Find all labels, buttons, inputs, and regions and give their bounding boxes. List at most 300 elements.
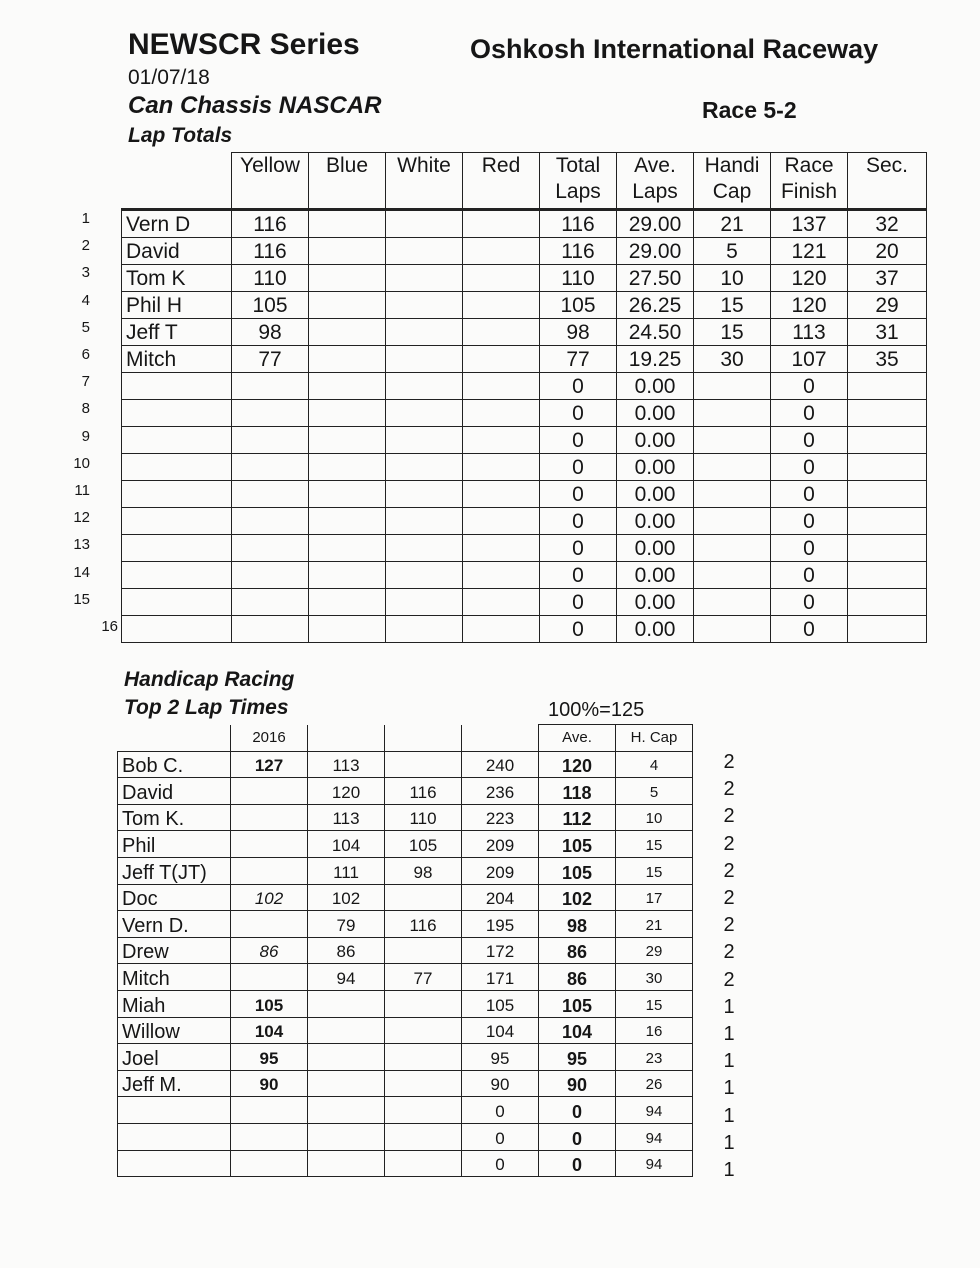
handicap-racing-heading: Handicap Racing xyxy=(124,668,295,691)
handicap-table xyxy=(117,724,693,1177)
cell-finish: 137 xyxy=(771,210,848,238)
cell-handicap xyxy=(694,427,771,454)
cell-ave: 0.00 xyxy=(617,589,694,616)
table-row xyxy=(122,265,927,292)
cell-blue xyxy=(309,373,386,400)
cell-white xyxy=(386,373,463,400)
cell-sec xyxy=(848,562,927,589)
row-number: 12 xyxy=(73,509,90,527)
cell-name: Willow xyxy=(118,1017,231,1044)
cell-sec xyxy=(848,508,927,535)
cell-ave: 0.00 xyxy=(617,400,694,427)
table-row xyxy=(122,210,927,238)
cell-name: Tom K xyxy=(122,265,232,292)
cell-sum: 0 xyxy=(462,1097,539,1124)
cell-name: Drew xyxy=(118,937,231,964)
cell-lap1: 86 xyxy=(308,937,385,964)
cell-blue xyxy=(309,481,386,508)
cell-lap1 xyxy=(308,1017,385,1044)
cell-yellow: 98 xyxy=(232,319,309,346)
cell-finish: 0 xyxy=(771,616,848,643)
cell-white xyxy=(386,589,463,616)
cell-ave: 104 xyxy=(539,1017,616,1044)
cell-finish: 0 xyxy=(771,481,848,508)
col-race-sub: Finish xyxy=(780,180,838,203)
cell-lap1: 102 xyxy=(308,884,385,911)
col-total-sub: Laps xyxy=(555,180,601,203)
cell-ave: 118 xyxy=(539,778,616,805)
cell-finish: 0 xyxy=(771,508,848,535)
cell-name: Mitch xyxy=(122,346,232,373)
cell-sec xyxy=(848,535,927,562)
lap-count: 1 xyxy=(723,995,735,1018)
cell-name: Bob C. xyxy=(118,751,231,778)
lap-totals-table xyxy=(121,152,927,643)
cell-hcap: 94 xyxy=(616,1123,693,1150)
cell-name: Jeff T xyxy=(122,319,232,346)
col-sec-header: Sec. xyxy=(848,153,927,210)
cell-lap2: 77 xyxy=(385,964,462,991)
cell-name xyxy=(122,481,232,508)
cell-name xyxy=(122,535,232,562)
cell-sum: 171 xyxy=(462,964,539,991)
cell-red xyxy=(463,319,540,346)
cell-y2016: 95 xyxy=(231,1044,308,1071)
cell-handicap: 15 xyxy=(694,319,771,346)
cell-sec xyxy=(848,454,927,481)
cell-name xyxy=(122,589,232,616)
cell-ave: 86 xyxy=(539,964,616,991)
cell-finish: 0 xyxy=(771,427,848,454)
cell-white xyxy=(386,427,463,454)
race-number: Race 5-2 xyxy=(702,97,797,123)
hcap-header: H. Cap xyxy=(616,725,693,752)
cell-total: 0 xyxy=(540,427,617,454)
cell-white xyxy=(386,319,463,346)
cell-total: 0 xyxy=(540,400,617,427)
cell-ave: 86 xyxy=(539,937,616,964)
cell-finish: 113 xyxy=(771,319,848,346)
table-row xyxy=(118,1097,693,1124)
cell-ave: 98 xyxy=(539,911,616,938)
cell-lap2 xyxy=(385,1017,462,1044)
cell-hcap: 26 xyxy=(616,1070,693,1097)
table-row xyxy=(118,804,693,831)
percent-note: 100%=125 xyxy=(548,699,645,721)
cell-handicap xyxy=(694,589,771,616)
cell-total: 0 xyxy=(540,562,617,589)
cell-white xyxy=(386,265,463,292)
cell-red xyxy=(463,210,540,238)
cell-lap2 xyxy=(385,990,462,1017)
cell-ave: 112 xyxy=(539,804,616,831)
cell-name: Phil xyxy=(118,831,231,858)
header-blank-cell xyxy=(462,725,539,752)
cell-y2016 xyxy=(231,804,308,831)
lap-count: 2 xyxy=(723,968,735,991)
cell-ave: 19.25 xyxy=(617,346,694,373)
year-2016-header: 2016 xyxy=(231,725,308,752)
cell-hcap: 15 xyxy=(616,857,693,884)
cell-sec: 32 xyxy=(848,210,927,238)
cell-ave: 0.00 xyxy=(617,373,694,400)
cell-hcap: 16 xyxy=(616,1017,693,1044)
cell-hcap: 23 xyxy=(616,1044,693,1071)
col-ave-laps-header xyxy=(617,153,694,210)
cell-red xyxy=(463,562,540,589)
row-number: 7 xyxy=(81,373,90,391)
table-row xyxy=(118,990,693,1017)
col-race-finish-header xyxy=(771,153,848,210)
cell-sum: 209 xyxy=(462,857,539,884)
cell-y2016 xyxy=(231,831,308,858)
cell-ave: 105 xyxy=(539,831,616,858)
lap-count: 2 xyxy=(723,778,735,801)
cell-handicap: 10 xyxy=(694,265,771,292)
cell-ave: 0 xyxy=(539,1123,616,1150)
col-red-header: Red xyxy=(463,153,540,210)
cell-white xyxy=(386,400,463,427)
cell-y2016 xyxy=(231,964,308,991)
cell-name: Vern D. xyxy=(118,911,231,938)
cell-sum: 223 xyxy=(462,804,539,831)
cell-red xyxy=(463,400,540,427)
table-row xyxy=(122,319,927,346)
cell-name xyxy=(118,1123,231,1150)
cell-y2016 xyxy=(231,1097,308,1124)
cell-lap1: 94 xyxy=(308,964,385,991)
cell-name: Jeff M. xyxy=(118,1070,231,1097)
cell-yellow: 116 xyxy=(232,238,309,265)
cell-sec xyxy=(848,373,927,400)
cell-handicap xyxy=(694,481,771,508)
raceway-title: Oshkosh International Raceway xyxy=(470,34,879,64)
cell-lap2 xyxy=(385,1123,462,1150)
cell-handicap xyxy=(694,508,771,535)
cell-hcap: 15 xyxy=(616,831,693,858)
cell-lap2 xyxy=(385,1097,462,1124)
lap-count: 1 xyxy=(723,1131,735,1154)
cell-name: Phil H xyxy=(122,292,232,319)
cell-ave: 0.00 xyxy=(617,616,694,643)
row-number: 9 xyxy=(81,427,90,445)
cell-y2016: 127 xyxy=(231,751,308,778)
cell-sum: 95 xyxy=(462,1044,539,1071)
cell-total: 116 xyxy=(540,238,617,265)
cell-handicap: 5 xyxy=(694,238,771,265)
cell-ave: 0.00 xyxy=(617,562,694,589)
row-number: 2 xyxy=(81,237,90,255)
cell-name: Jeff T(JT) xyxy=(118,857,231,884)
cell-handicap: 21 xyxy=(694,210,771,238)
cell-red xyxy=(463,292,540,319)
cell-handicap: 15 xyxy=(694,292,771,319)
cell-sum: 0 xyxy=(462,1123,539,1150)
cell-name xyxy=(122,427,232,454)
cell-y2016 xyxy=(231,778,308,805)
cell-blue xyxy=(309,346,386,373)
cell-finish: 0 xyxy=(771,589,848,616)
header-blank-cell xyxy=(308,725,385,752)
cell-sec xyxy=(848,427,927,454)
cell-y2016: 90 xyxy=(231,1070,308,1097)
cell-lap1 xyxy=(308,1044,385,1071)
lap-count: 2 xyxy=(723,832,735,855)
cell-ave: 0.00 xyxy=(617,535,694,562)
lap-totals-heading: Lap Totals xyxy=(128,124,233,147)
cell-y2016: 105 xyxy=(231,990,308,1017)
header-blank-cell xyxy=(118,725,231,752)
table-row xyxy=(122,238,927,265)
cell-name: Tom K. xyxy=(118,804,231,831)
cell-ave: 105 xyxy=(539,990,616,1017)
lap-count: 2 xyxy=(723,914,735,937)
cell-ave: 105 xyxy=(539,857,616,884)
cell-red xyxy=(463,508,540,535)
col-ave-label: Ave. xyxy=(634,154,676,177)
class-name: Can Chassis NASCAR xyxy=(128,92,382,119)
table-row xyxy=(118,1044,693,1071)
lap-count: 2 xyxy=(723,941,735,964)
row-number: 6 xyxy=(81,346,90,363)
cell-y2016: 104 xyxy=(231,1017,308,1044)
cell-white xyxy=(386,616,463,643)
cell-sec: 31 xyxy=(848,319,927,346)
cell-lap1: 120 xyxy=(308,778,385,805)
cell-name: David xyxy=(122,238,232,265)
cell-ave: 0.00 xyxy=(617,454,694,481)
cell-lap2 xyxy=(385,884,462,911)
cell-blue xyxy=(309,454,386,481)
col-handicap-header xyxy=(694,153,771,210)
cell-name xyxy=(118,1097,231,1124)
cell-yellow xyxy=(232,535,309,562)
cell-lap2: 110 xyxy=(385,804,462,831)
cell-name: Joel xyxy=(118,1044,231,1071)
cell-hcap: 94 xyxy=(616,1150,693,1177)
cell-total: 77 xyxy=(540,346,617,373)
cell-hcap: 21 xyxy=(616,911,693,938)
cell-sum: 195 xyxy=(462,911,539,938)
row-number: 10 xyxy=(73,454,90,472)
cell-ave: 24.50 xyxy=(617,319,694,346)
cell-ave: 95 xyxy=(539,1044,616,1071)
cell-hcap: 94 xyxy=(616,1097,693,1124)
cell-finish: 120 xyxy=(771,292,848,319)
cell-sec: 29 xyxy=(848,292,927,319)
cell-blue xyxy=(309,508,386,535)
cell-total: 0 xyxy=(540,481,617,508)
cell-name: Doc xyxy=(118,884,231,911)
cell-yellow: 105 xyxy=(232,292,309,319)
cell-red xyxy=(463,427,540,454)
cell-yellow xyxy=(232,400,309,427)
cell-ave: 29.00 xyxy=(617,210,694,238)
cell-lap1: 111 xyxy=(308,857,385,884)
cell-total: 0 xyxy=(540,589,617,616)
series-title: NEWSCR Series xyxy=(128,28,360,61)
cell-white xyxy=(386,238,463,265)
cell-blue xyxy=(309,616,386,643)
row-number: 5 xyxy=(81,318,90,336)
col-white-header: White xyxy=(386,153,463,210)
cell-ave: 0 xyxy=(539,1150,616,1177)
lap-totals-header-row xyxy=(122,153,927,210)
cell-yellow: 77 xyxy=(232,346,309,373)
cell-hcap: 10 xyxy=(616,804,693,831)
cell-ave: 0.00 xyxy=(617,508,694,535)
table-row xyxy=(122,454,927,481)
cell-hcap: 5 xyxy=(616,778,693,805)
cell-lap2 xyxy=(385,937,462,964)
handicap-header-row xyxy=(118,725,693,752)
cell-sum: 90 xyxy=(462,1070,539,1097)
col-total-laps-header xyxy=(540,153,617,210)
cell-ave: 90 xyxy=(539,1070,616,1097)
cell-red xyxy=(463,346,540,373)
cell-sum: 204 xyxy=(462,884,539,911)
cell-blue xyxy=(309,427,386,454)
cell-finish: 0 xyxy=(771,562,848,589)
cell-ave: 0 xyxy=(539,1097,616,1124)
cell-sum: 172 xyxy=(462,937,539,964)
table-row xyxy=(122,481,927,508)
col-handi-label: Handi xyxy=(704,154,760,177)
lap-count: 2 xyxy=(723,887,735,909)
cell-lap2 xyxy=(385,1070,462,1097)
cell-handicap xyxy=(694,400,771,427)
row-number: 16 xyxy=(101,618,118,635)
cell-hcap: 4 xyxy=(616,751,693,778)
cell-lap2: 116 xyxy=(385,911,462,938)
cell-sum: 236 xyxy=(462,778,539,805)
cell-white xyxy=(386,508,463,535)
cell-yellow xyxy=(232,481,309,508)
lap-count: 1 xyxy=(723,1023,735,1045)
cell-white xyxy=(386,210,463,238)
cell-name: Miah xyxy=(118,990,231,1017)
header-blank-cell xyxy=(122,153,232,210)
cell-lap2: 116 xyxy=(385,778,462,805)
cell-name xyxy=(122,373,232,400)
cell-red xyxy=(463,481,540,508)
cell-lap2: 105 xyxy=(385,831,462,858)
cell-y2016 xyxy=(231,911,308,938)
table-row xyxy=(122,373,927,400)
cell-y2016 xyxy=(231,1123,308,1150)
cell-hcap: 29 xyxy=(616,937,693,964)
cell-total: 0 xyxy=(540,508,617,535)
table-row xyxy=(122,508,927,535)
cell-ave: 102 xyxy=(539,884,616,911)
cell-red xyxy=(463,589,540,616)
cell-white xyxy=(386,562,463,589)
cell-blue xyxy=(309,400,386,427)
cell-handicap xyxy=(694,616,771,643)
cell-yellow xyxy=(232,454,309,481)
cell-handicap xyxy=(694,454,771,481)
lap-count: 1 xyxy=(723,1104,735,1127)
cell-yellow xyxy=(232,589,309,616)
row-number: 1 xyxy=(81,210,90,227)
table-row xyxy=(122,346,927,373)
cell-ave: 0.00 xyxy=(617,481,694,508)
cell-handicap xyxy=(694,373,771,400)
table-row xyxy=(118,857,693,884)
cell-red xyxy=(463,454,540,481)
cell-finish: 0 xyxy=(771,535,848,562)
cell-handicap xyxy=(694,535,771,562)
col-handi-sub: Cap xyxy=(712,180,752,203)
cell-total: 0 xyxy=(540,616,617,643)
table-row xyxy=(118,778,693,805)
cell-hcap: 17 xyxy=(616,884,693,911)
cell-name xyxy=(118,1150,231,1177)
header-blank-cell xyxy=(385,725,462,752)
cell-yellow xyxy=(232,427,309,454)
cell-lap2 xyxy=(385,1044,462,1071)
cell-lap2 xyxy=(385,751,462,778)
cell-white xyxy=(386,454,463,481)
cell-sec xyxy=(848,400,927,427)
cell-sec: 20 xyxy=(848,238,927,265)
cell-hcap: 30 xyxy=(616,964,693,991)
cell-lap1: 104 xyxy=(308,831,385,858)
cell-total: 116 xyxy=(540,210,617,238)
cell-total: 0 xyxy=(540,373,617,400)
cell-red xyxy=(463,373,540,400)
cell-lap1: 79 xyxy=(308,911,385,938)
cell-total: 98 xyxy=(540,319,617,346)
col-total-label: Total xyxy=(555,154,601,177)
cell-sum: 105 xyxy=(462,990,539,1017)
col-blue-header: Blue xyxy=(309,153,386,210)
cell-lap1 xyxy=(308,1150,385,1177)
cell-sec: 37 xyxy=(848,265,927,292)
cell-lap1 xyxy=(308,990,385,1017)
cell-sum: 104 xyxy=(462,1017,539,1044)
cell-sum: 209 xyxy=(462,831,539,858)
cell-hcap: 15 xyxy=(616,990,693,1017)
cell-blue xyxy=(309,535,386,562)
lap-count: 2 xyxy=(723,805,735,828)
cell-name: David xyxy=(118,778,231,805)
cell-lap1 xyxy=(308,1123,385,1150)
cell-red xyxy=(463,535,540,562)
cell-lap1: 113 xyxy=(308,804,385,831)
table-row xyxy=(118,1017,693,1044)
cell-name xyxy=(122,454,232,481)
cell-finish: 120 xyxy=(771,265,848,292)
table-row xyxy=(118,831,693,858)
cell-name xyxy=(122,616,232,643)
cell-ave: 29.00 xyxy=(617,238,694,265)
table-row xyxy=(122,589,927,616)
ave-header: Ave. xyxy=(539,725,616,752)
table-row xyxy=(118,1150,693,1177)
cell-y2016: 86 xyxy=(231,937,308,964)
lap-count: 1 xyxy=(723,1077,735,1100)
row-number: 13 xyxy=(73,536,90,554)
table-row xyxy=(122,535,927,562)
col-race-label: Race xyxy=(784,154,834,177)
cell-total: 105 xyxy=(540,292,617,319)
cell-total: 0 xyxy=(540,535,617,562)
cell-white xyxy=(386,292,463,319)
cell-yellow xyxy=(232,508,309,535)
cell-finish: 0 xyxy=(771,373,848,400)
cell-lap2: 98 xyxy=(385,857,462,884)
